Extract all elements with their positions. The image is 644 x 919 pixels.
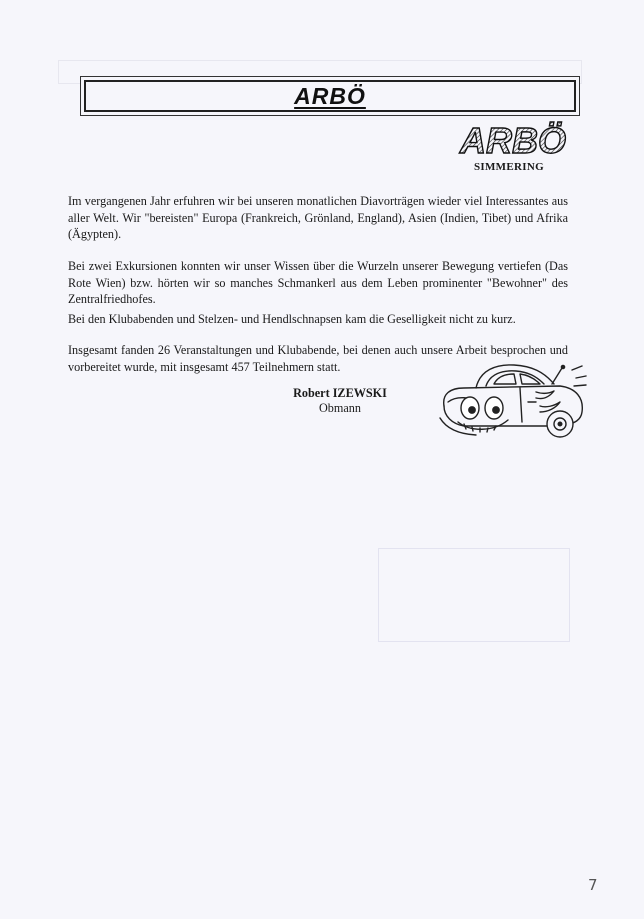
title-banner-inner [84,80,576,112]
title-banner [80,76,580,116]
club-name: SIMMERING [474,161,544,173]
paragraph-summary: Insgesamt fanden 26 Veranstaltungen und Klubabende, bei denen auch unsere Arbeit besprochen und vorbereitet wurde, mit insgesamt 457 Teilnehmern statt. [68,343,568,374]
page-number: 7 [588,876,598,894]
paragraph-club-evenings: Bei den Klubabenden und Stelzen- und Hendlschnapsen kam die Geselligkeit nicht zu kurz. [68,312,516,327]
paragraph-excursions: Bei zwei Exkursionen konnten wir unser Wissen über die Wurzeln unserer Bewegung vertiefen (Das Rote Wien) bzw. hörten wir so manches Schmankerl aus dem Leben prominenter "Bewohner" des Zentralfriedhofes. [68,259,568,307]
signatory-role: Obmann [319,401,361,415]
page-title: ARBÖ [294,82,366,109]
cartoon-car-icon [436,358,588,440]
bleed-through-frame [378,548,570,642]
signatory-name: Robert IZEWSKI [293,386,387,400]
paragraph-travel-talks: Im vergangenen Jahr erfuhren wir bei unseren monatlichen Diavorträgen wieder viel Interessantes aus aller Welt. Wir "bereisten" Europa (Frankreich, Grönland, England), Asien (Indien, Tibet) und Afrika (Ägypten). [68,194,568,242]
logo-text: ARBÖ [460,120,566,160]
arbo-logo [452,120,574,160]
signature-block [270,386,410,416]
